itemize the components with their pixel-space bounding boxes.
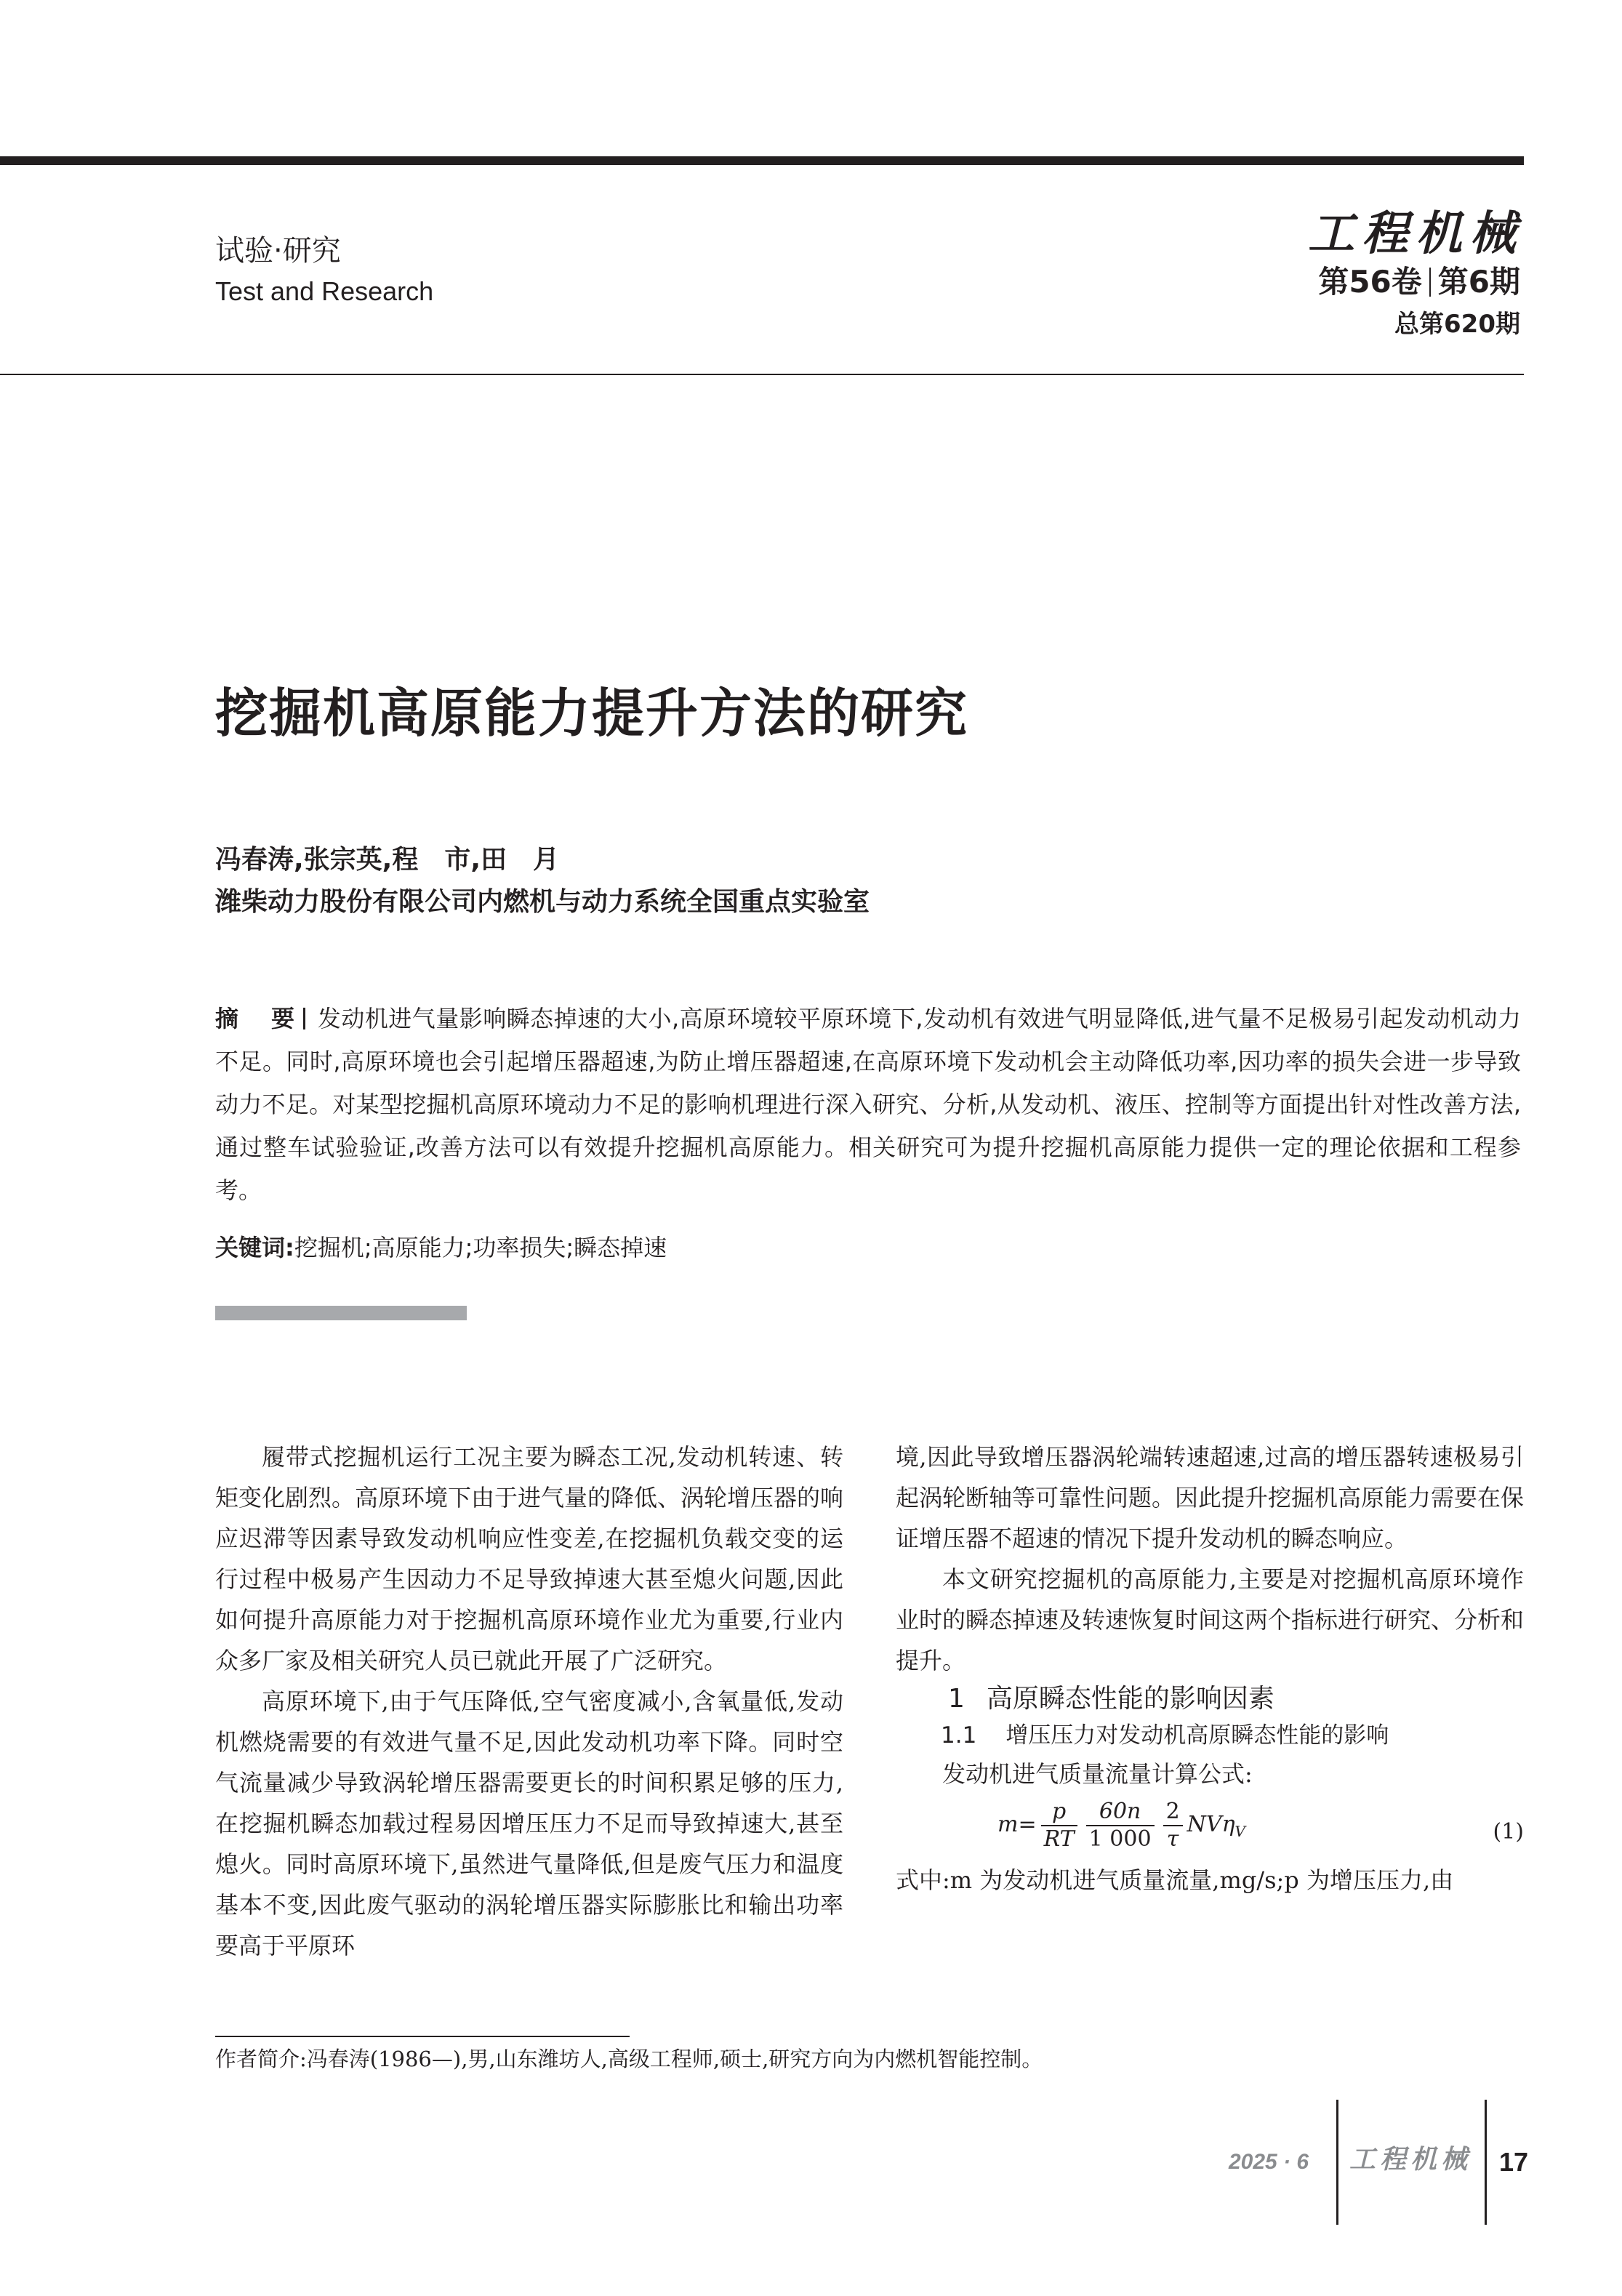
footer-divider-left — [1336, 2100, 1338, 2225]
footnote-rule — [215, 2036, 630, 2037]
body-column-right — [896, 1437, 1524, 1900]
eq-denominator: 1 000 — [1086, 1825, 1155, 1853]
eq-fraction-3 — [1163, 1799, 1183, 1853]
issue: 第6期 — [1437, 264, 1520, 300]
subsection-title: 增压压力对发动机高原瞬态性能的影响 — [1005, 1722, 1389, 1749]
abstract — [215, 998, 1521, 1212]
keywords-text: 挖掘机;高原能力;功率损失;瞬态掉速 — [294, 1234, 667, 1261]
subsection-heading — [896, 1717, 1524, 1754]
volume-issue — [1318, 263, 1520, 301]
eq-fraction-2 — [1086, 1799, 1155, 1853]
eq-lhs: m= — [997, 1812, 1037, 1837]
volume-separator — [1429, 268, 1431, 297]
header-rule — [0, 374, 1524, 375]
body-column-left — [215, 1437, 843, 1966]
paragraph: 履带式挖掘机运行工况主要为瞬态工况,发动机转速、转矩变化剧烈。高原环境下由于进气量的降低、涡轮增压器的响应迟滞等因素导致发动机响应性变差,在挖掘机负载交变的运行过程中极易产生因动力不足导致掉速大甚至熄火问题,因此如何提升高原能力对于挖掘机高原环境作业尤为重要,行业内众多厂家及相关研究人员已就此开展了广泛研究。 — [215, 1443, 844, 1674]
volume: 第56卷 — [1318, 264, 1422, 300]
footer-journal-logo: 工程机械 — [1349, 2144, 1472, 2175]
paragraph: 境,因此导致增压器涡轮端转速超速,过高的增压器转速极易引起涡轮断轴等可靠性问题。因此提升挖掘机高原能力需要在保证增压器不超速的情况下提升发动机的瞬态响应。 — [896, 1443, 1525, 1552]
section-label-en: Test and Research — [215, 276, 434, 306]
paragraph: 式中:m 为发动机进气质量流量,mg/s;p 为增压压力,由 — [896, 1866, 1454, 1894]
subsection-number: 1.1 — [941, 1722, 977, 1749]
paragraph: 发动机进气质量流量计算公式: — [942, 1760, 1253, 1788]
authors: 冯春涛,张宗英,程 市,田 月 — [215, 845, 560, 875]
eq-denominator: τ — [1163, 1825, 1183, 1853]
footer-date: 2025 · 6 — [1229, 2150, 1309, 2174]
article-title: 挖掘机高原能力提升方法的研究 — [215, 683, 969, 744]
eq-tail-subscript: V — [1234, 1823, 1245, 1840]
eq-numerator: 60n — [1099, 1799, 1141, 1824]
eq-fraction-1 — [1041, 1799, 1077, 1853]
paragraph: 高原环境下,由于气压降低,空气密度减小,含氧量低,发动机燃烧需要的有效进气量不足,因此发动机功率下降。同时空气流量减少导致涡轮增压器需要更长的时间积累足够的压力,在挖掘机瞬态加载过程易因增压压力不足而导致掉速大,甚至熄火。同时高原环境下,虽然进气量降低,但是废气压力和温度基本不变,因此废气驱动的涡轮增压器实际膨胀比和输出功率要高于平原环 — [215, 1687, 843, 1959]
section-number: 1 — [948, 1684, 965, 1714]
section-label-cn: 试验·研究 — [215, 234, 341, 268]
keywords — [215, 1232, 667, 1264]
eq-numerator: 2 — [1165, 1799, 1180, 1824]
decorative-bar — [215, 1306, 467, 1320]
abstract-text: 发动机进气量影响瞬态掉速的大小,高原环境较平原环境下,发动机有效进气明显降低,进气量不足极易引起发动机动力不足。同时,高原环境也会引起增压器超速,为防止增压器超速,在高原环境下发动机会主动降低功率,因功率的损失会进一步导致动力不足。对某型挖掘机高原环境动力不足的影响机理进行深入研究、分析,从发动机、液压、控制等方面提出针对性改善方法,通过整车试验验证,改善方法可以有效提升挖掘机高原能力。相关研究可为提升挖掘机高原能力提供一定的理论依据和工程参考。 — [215, 1005, 1521, 1204]
section-title: 高原瞬态性能的影响因素 — [986, 1684, 1274, 1714]
affiliation: 潍柴动力股份有限公司内燃机与动力系统全国重点实验室 — [215, 887, 870, 917]
author-footnote: 作者简介:冯春涛(1986—),男,山东潍坊人,高级工程师,硕士,研究方向为内燃机智能控制。 — [215, 2047, 1043, 2071]
equation-number: (1) — [1493, 1819, 1524, 1845]
footer-divider-right — [1485, 2100, 1487, 2225]
top-rule — [0, 156, 1524, 165]
journal-logo: 工程机械 — [1308, 206, 1523, 261]
eq-denominator: RT — [1041, 1825, 1077, 1853]
eq-tail: NVη — [1187, 1812, 1235, 1837]
page-number: 17 — [1499, 2147, 1529, 2177]
abstract-divider — [303, 1008, 305, 1029]
abstract-label: 摘 要 — [215, 1005, 300, 1032]
total-issue: 总第620期 — [1394, 310, 1520, 339]
paragraph: 本文研究挖掘机的高原能力,主要是对挖掘机高原环境作业时的瞬态掉速及转速恢复时间这两个指标进行研究、分析和提升。 — [896, 1565, 1525, 1674]
section-heading — [896, 1681, 1524, 1717]
equation-1 — [896, 1794, 1524, 1860]
equation-body — [997, 1799, 1245, 1853]
keywords-label: 关键词: — [215, 1234, 294, 1261]
eq-numerator: p — [1052, 1799, 1067, 1824]
